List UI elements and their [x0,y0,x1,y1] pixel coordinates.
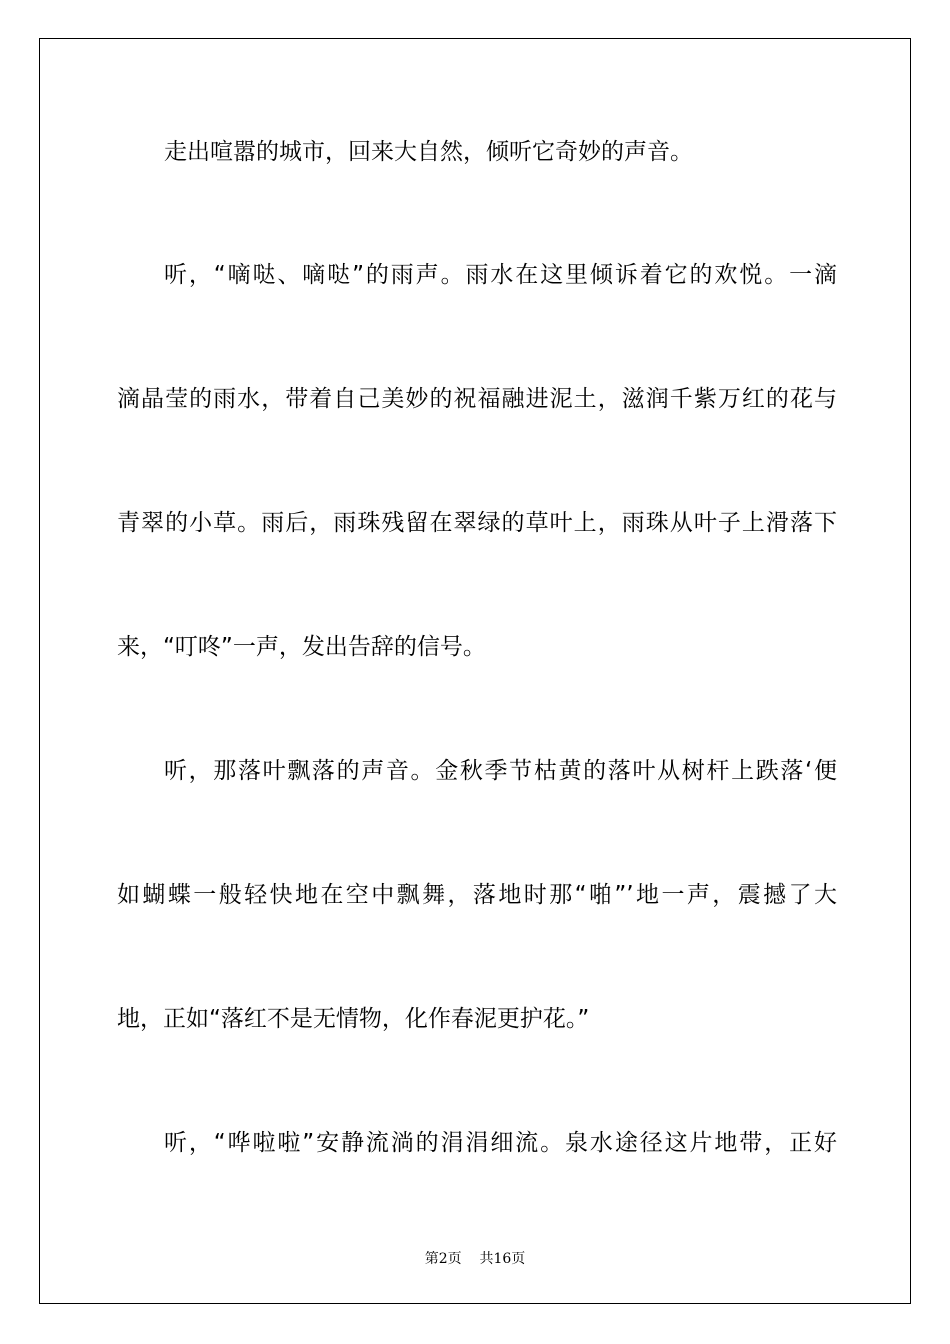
text-line-4: 青翠的小草。雨后，雨珠残留在翠绿的草叶上，雨珠从叶子上滑落下 [117,510,837,536]
page-border [39,38,911,1304]
text-line-9: 听，“哗啦啦”安静流淌的涓涓细流。泉水途径这片地带，正好 [164,1130,837,1156]
page-footer [0,1248,950,1268]
text-line-2: 听，“嘀哒、嘀哒”的雨声。雨水在这里倾诉着它的欢悦。一滴 [164,262,837,288]
text-line-3: 滴晶莹的雨水，带着自己美妙的祝福融进泥土，滋润千紫万红的花与 [117,386,837,412]
page-number: 第2页 [424,1251,462,1267]
text-line-7: 如蝴蝶一般轻快地在空中飘舞，落地时那“啪”’地一声，震撼了大 [117,882,837,908]
text-line-8: 地，正如“落红不是无情物，化作春泥更护花。” [117,1006,590,1032]
page-total: 共16页 [479,1251,526,1267]
text-line-5: 来，“叮咚”一声，发出告辞的信号。 [117,634,486,660]
text-line-6: 听，那落叶飘落的声音。金秋季节枯黄的落叶从树杆上跌落‘便 [164,758,837,784]
text-line-1: 走出喧嚣的城市，回来大自然，倾听它奇妙的声音。 [164,139,693,165]
